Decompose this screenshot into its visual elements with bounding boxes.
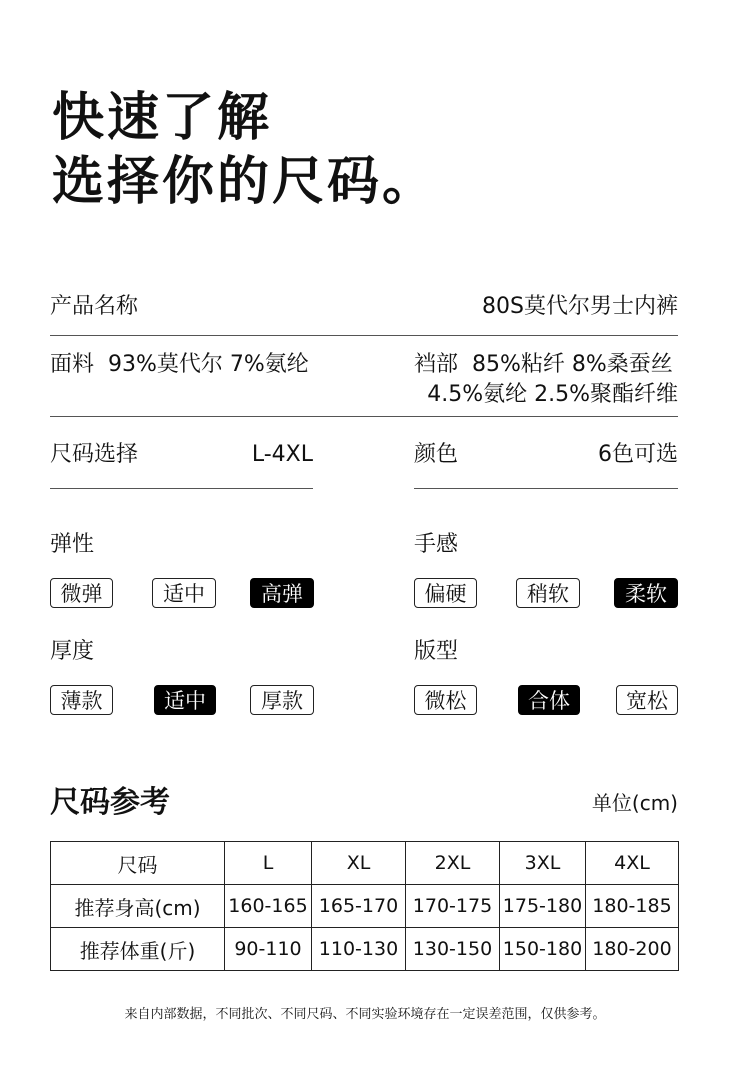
fit-option-loose: 宽松: [616, 685, 678, 715]
table-row: [51, 885, 679, 928]
divider: [414, 488, 678, 489]
table-cell: 110-130: [312, 928, 406, 971]
table-header-row: [51, 842, 679, 885]
color-label: 颜色: [414, 442, 459, 467]
hand-feel-option-slightly-soft: 稍软: [516, 578, 580, 608]
fit-label: 版型: [414, 639, 459, 664]
table-header-cell: 3XL: [500, 842, 586, 885]
elasticity-label: 弹性: [50, 532, 95, 557]
table-cell: 180-185: [586, 885, 679, 928]
divider: [50, 488, 313, 489]
fit-option-regular: 合体: [518, 685, 580, 715]
thickness-label: 厚度: [50, 639, 95, 664]
thickness-option-thin: 薄款: [50, 685, 113, 715]
size-reference-unit: 单位(cm): [591, 791, 678, 815]
fabric-label: 面料: [50, 352, 95, 377]
page-title-line2: 选择你的尺码。: [52, 152, 438, 212]
hand-feel-label: 手感: [414, 532, 459, 557]
table-cell: 150-180: [500, 928, 586, 971]
size-select-label: 尺码选择: [50, 442, 139, 467]
size-reference-title: 尺码参考: [50, 785, 170, 820]
table-row-label: 推荐身高(cm): [51, 885, 225, 928]
table-cell: 130-150: [406, 928, 500, 971]
table-cell: 180-200: [586, 928, 679, 971]
table-cell: 160-165: [225, 885, 312, 928]
elasticity-option-slight: 微弹: [50, 578, 113, 608]
hand-feel-option-soft: 柔软: [614, 578, 678, 608]
table-cell: 90-110: [225, 928, 312, 971]
color-value: 6色可选: [598, 442, 678, 467]
page-title-line1: 快速了解: [52, 88, 273, 148]
table-cell: 175-180: [500, 885, 586, 928]
fabric-row: [50, 350, 309, 380]
table-header-cell: 4XL: [586, 842, 679, 885]
table-header-cell: 尺码: [51, 842, 225, 885]
product-name-value: 80S莫代尔男士内裤: [482, 294, 678, 319]
elasticity-option-medium: 适中: [152, 578, 216, 608]
divider: [50, 416, 678, 417]
size-select-value: L-4XL: [251, 442, 313, 467]
table-header-cell: XL: [312, 842, 406, 885]
thickness-option-thick: 厚款: [250, 685, 314, 715]
table-cell: 170-175: [406, 885, 500, 928]
footnote: 来自内部数据，不同批次、不同尺码、不同实验环境存在一定误差范围，仅供参考。: [124, 1007, 606, 1022]
crotch-row: [414, 350, 673, 380]
table-cell: 165-170: [312, 885, 406, 928]
thickness-option-medium: 适中: [154, 685, 216, 715]
table-header-cell: L: [225, 842, 312, 885]
table-header-cell: 2XL: [406, 842, 500, 885]
hand-feel-option-firm: 偏硬: [414, 578, 477, 608]
crotch-line1: 85%粘纤 8%桑蚕丝: [472, 352, 673, 377]
crotch-line2: 4.5%氨纶 2.5%聚酯纤维: [427, 382, 678, 407]
size-table: [50, 841, 679, 971]
table-row-label: 推荐体重(斤): [51, 928, 225, 971]
table-row: [51, 928, 679, 971]
crotch-label: 裆部: [414, 352, 459, 377]
product-name-label: 产品名称: [50, 294, 139, 319]
fabric-value: 93%莫代尔 7%氨纶: [108, 352, 309, 377]
elasticity-option-high: 高弹: [250, 578, 314, 608]
fit-option-slightly-loose: 微松: [414, 685, 477, 715]
divider: [50, 335, 678, 336]
